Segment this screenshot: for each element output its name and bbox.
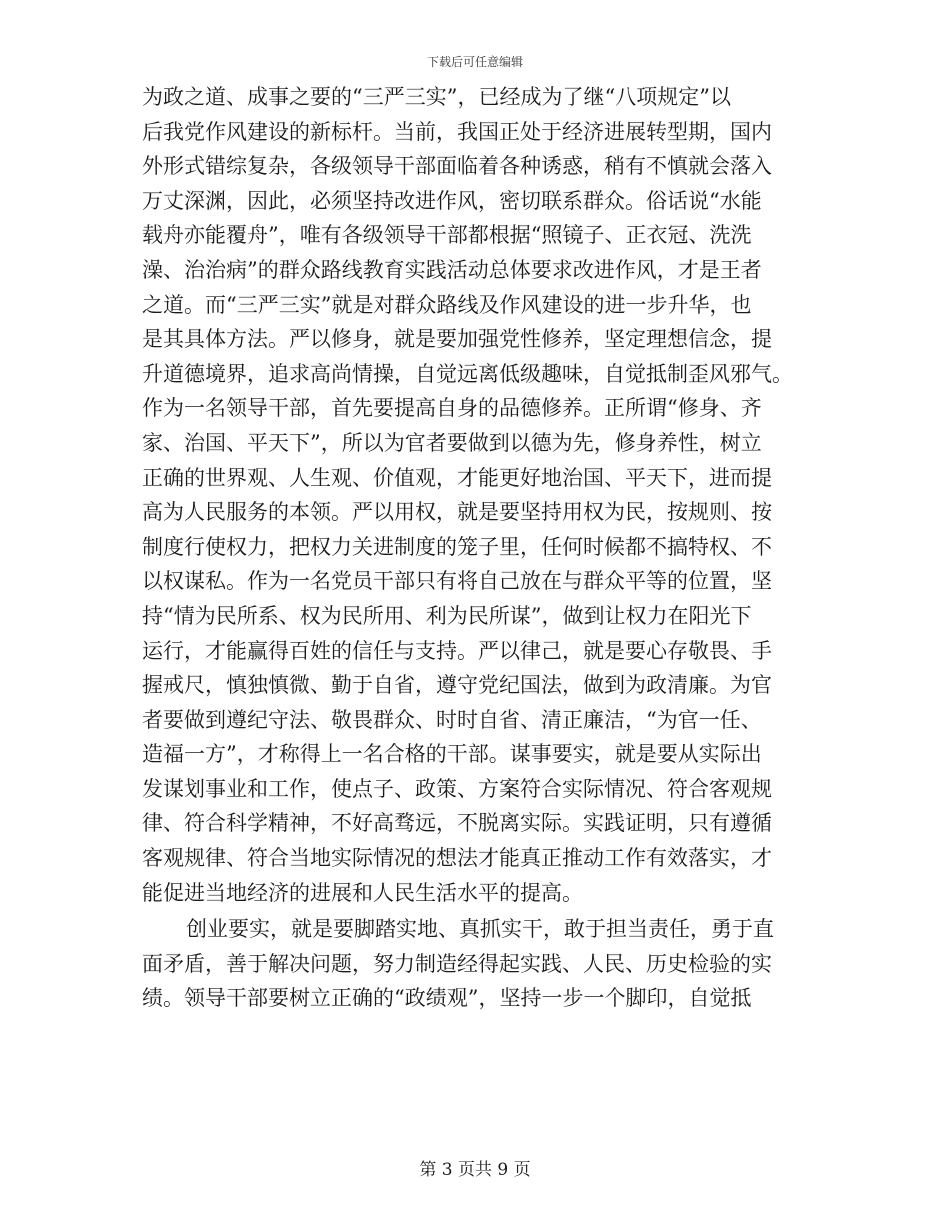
header-note: 下载后可任意编辑 [426,55,523,69]
text-line: 后我党作风建设的新标杆。当前，我国正处于经济进展转型期，国内 [142,119,772,144]
text-line: 握戒尺，慎独慎微、勤于自省，遵守党纪国法，做到为政清廉。为官 [142,673,772,698]
text-line: 绩。领导干部要树立正确的“政绩观”，坚持一步一个脚印，自觉抵 [142,986,752,1011]
text-line: 以权谋私。作为一名党员干部只有将自己放在与群众平等的位置，坚 [142,569,772,594]
text-line: 载舟亦能覆舟”，唯有各级领导干部都根据“照镜子、正衣冠、洗洗 [142,223,752,248]
text-line: 者要做到遵纪守法、敬畏群众、时时自省、清正廉洁，“为官一任、 [142,707,762,732]
text-line: 高为人民服务的本领。严以用权，就是要坚持用权为民，按规则、按 [142,500,772,525]
page-number: 第 3 页共 9 页 [419,1160,531,1180]
text-line: 能促进当地经济的进展和人民生活水平的提高。 [142,880,583,905]
text-line: 运行，才能赢得百姓的信任与支持。严以律己，就是要心存敬畏、手 [142,638,772,663]
text-line: 升道德境界，追求高尚情操，自觉远离低级趣味，自觉抵制歪风邪气。 [142,361,793,386]
text-line: 制度行使权力，把权力关进制度的笼子里，任何时候都不搞特权、不 [142,534,772,559]
text-line: 为政之道、成事之要的“三严三实”，已经成为了继“八项规定”以 [142,85,731,109]
text-line: 家、治国、平天下”，所以为官者要做到以德为先，修身养性，树立 [142,430,762,455]
text-line: 面矛盾，善于解决问题，努力制造经得起实践、人民、历史检验的实 [142,951,772,976]
text-line: 是其具体方法。严以修身，就是要加强党性修养，坚定理想信念，提 [142,327,772,352]
document-body [142,80,807,1016]
text-line: 澡、治治病”的群众路线教育实践活动总体要求改进作风，才是王者 [142,257,762,282]
text-line: 发谋划事业和工作，使点子、政策、方案符合实际情况、符合客观规 [142,776,772,801]
text-line: 客观规律、符合当地实际情况的想法才能真正推动工作有效落实，才 [142,846,772,871]
paragraph-2 [142,912,807,1016]
text-line: 作为一名领导干部，首先要提高自身的品德修养。正所谓“修身、齐 [142,396,762,421]
text-line: 律、符合科学精神，不好高骛远，不脱离实际。实践证明，只有遵循 [142,811,772,836]
text-line: 万丈深渊，因此，必须坚持改进作风，密切联系群众。俗话说“水能 [142,188,762,213]
text-line: 持“情为民所系、权为民所用、利为民所谋”，做到让权力在阳光下 [142,603,752,628]
paragraph-1 [142,80,807,910]
text-line: 正确的世界观、人生观、价值观，才能更好地治国、平天下，进而提 [142,465,772,490]
text-line: 造福一方”，才称得上一名合格的干部。谋事要实，就是要从实际出 [142,742,762,767]
text-line: 外形式错综复杂，各级领导干部面临着各种诱惑，稍有不慎就会落入 [142,154,772,179]
text-line: 创业要实，就是要脚踏实地、真抓实干，敢于担当责任，勇于直 [186,917,774,942]
text-line: 之道。而“三严三实”就是对群众路线及作风建设的进一步升华，也 [142,292,752,317]
